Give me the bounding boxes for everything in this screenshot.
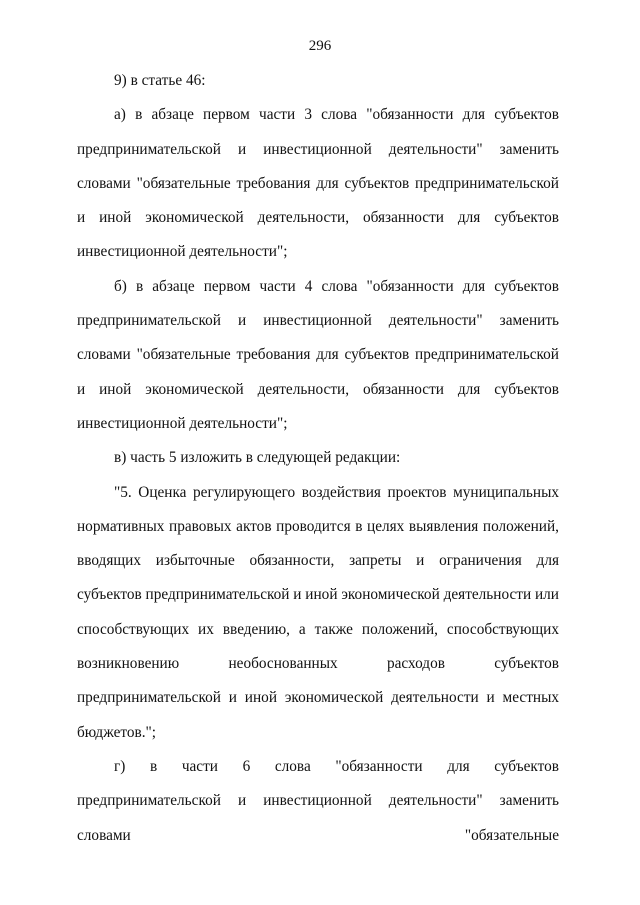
paragraph-subitem-v: в) часть 5 изложить в следующей редакции: bbox=[114, 449, 401, 467]
paragraph-item-9: 9) в статье 46: bbox=[114, 72, 206, 89]
document-body bbox=[77, 64, 559, 853]
paragraph-part-5-text: "5. Оценка регулирующего воздействия проектов муниципальных нормативных правовых актов проводится в целях выявления положений, вводящих избыточные обязанности, запреты и ограничения для субъектов предпринимательской и иной экономической деятельности или способствующих их введению, а также положений, способствующих возникновению необоснованных расходов субъектов предпринимательской и иной экономической деятельности и местных бюджетов."; bbox=[77, 483, 559, 741]
page-number: 296 bbox=[308, 38, 332, 54]
paragraph-subitem-a: а) в абзаце первом части 3 слова "обязанности для субъектов предпринимательской и инвестиционной деятельности" заменить словами "обязательные требования для субъектов предпринимательской и иной экономической деятельности, обязанности для субъектов инвестиционной деятельности"; bbox=[77, 106, 559, 261]
paragraph-subitem-g: г) в части 6 слова "обязанности для субъектов предпринимательской и инвестиционной деятельности" заменить словами "обязательные bbox=[77, 757, 559, 844]
paragraph-subitem-b: б) в абзаце первом части 4 слова "обязанности для субъектов предпринимательской и инвестиционной деятельности" заменить словами "обязательные требования для субъектов предпринимательской и иной экономической деятельности, обязанности для субъектов инвестиционной деятельности"; bbox=[77, 277, 559, 432]
